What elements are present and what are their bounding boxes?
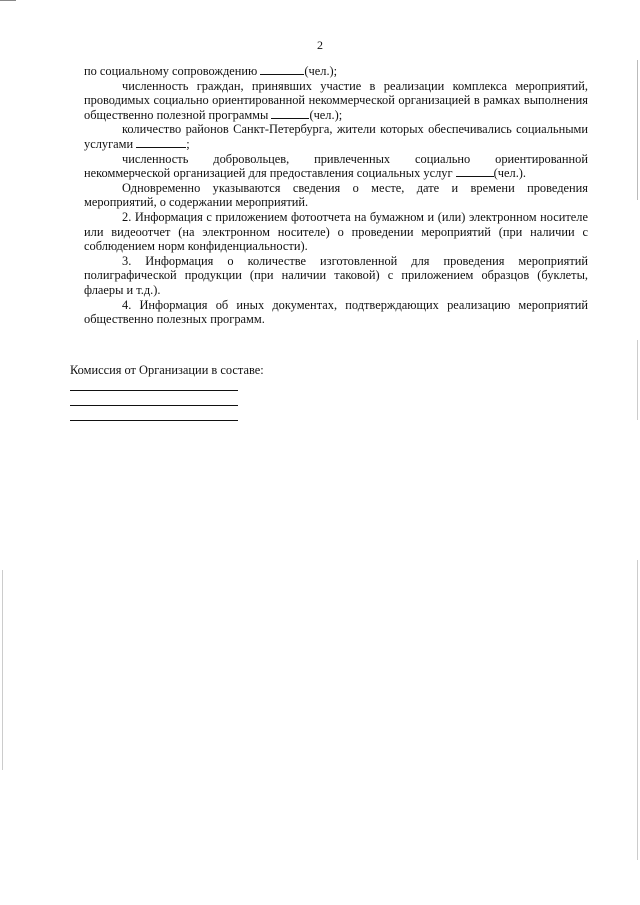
fill-in-blank [260,64,304,75]
paragraph-volunteers-count [84,152,588,181]
scan-edge-mark [2,570,3,770]
paragraph-text: 2. Информация с приложением фотоотчета на бумажном и (или) электронном носителе или видеоотчет (на электронном носителе) о проведении мероприятий (при наличии с соблюдением норм конфиденциальности). [84,209,588,254]
page-number: 2 [317,38,323,52]
scan-edge-mark [0,0,16,1]
paragraph-suffix: (чел.); [304,64,338,78]
paragraph-photo-report [84,210,588,254]
signature-line [70,390,238,391]
commission-label: Комиссия от Организации в составе: [70,363,264,377]
fill-in-blank [456,166,494,177]
scan-edge-mark [637,560,638,860]
paragraph-social-support [84,64,588,79]
scan-edge-mark [637,60,638,200]
fill-in-blank [271,108,309,119]
scan-edge-mark [637,340,638,420]
paragraph-other-documents [84,298,588,327]
paragraph-text: численность граждан, принявших участие в реализации комплекса мероприятий, проводимых социально ориентированной некоммерческой организацией в рамках выполнения общественно полезной программы [84,78,588,122]
document-body [84,64,588,327]
paragraph-suffix: ; [186,136,190,151]
signature-line [70,405,238,406]
paragraph-text: 4. Информация об иных документах, подтверждающих реализацию мероприятий общественно полезных программ. [84,297,588,327]
paragraph-districts-count [84,122,588,151]
paragraph-text: 3. Информация о количестве изготовленной для проведения мероприятий полиграфической продукции (при наличии таковой) с приложением образцов (буклеты, флаеры и т.д.). [84,253,588,297]
paragraph-text: численность добровольцев, привлеченных социально ориентированной некоммерческой организацией для предоставления социальных услуг [84,151,588,181]
paragraph-text: по социальному сопровождению [84,64,261,78]
paragraph-text: количество районов Санкт-Петербурга, жители которых обеспечивались социальными услугами [84,122,588,151]
fill-in-blank [136,137,186,148]
paragraph-suffix: (чел.). [493,166,527,181]
paragraph-printed-materials [84,254,588,298]
paragraph-suffix: (чел.); [309,107,343,122]
paragraph-participants-count [84,79,588,123]
paragraph-event-details [84,181,588,210]
paragraph-text: Одновременно указываются сведения о месте, дате и времени проведения мероприятий, о содержании мероприятий. [84,180,588,210]
signature-line [70,420,238,421]
